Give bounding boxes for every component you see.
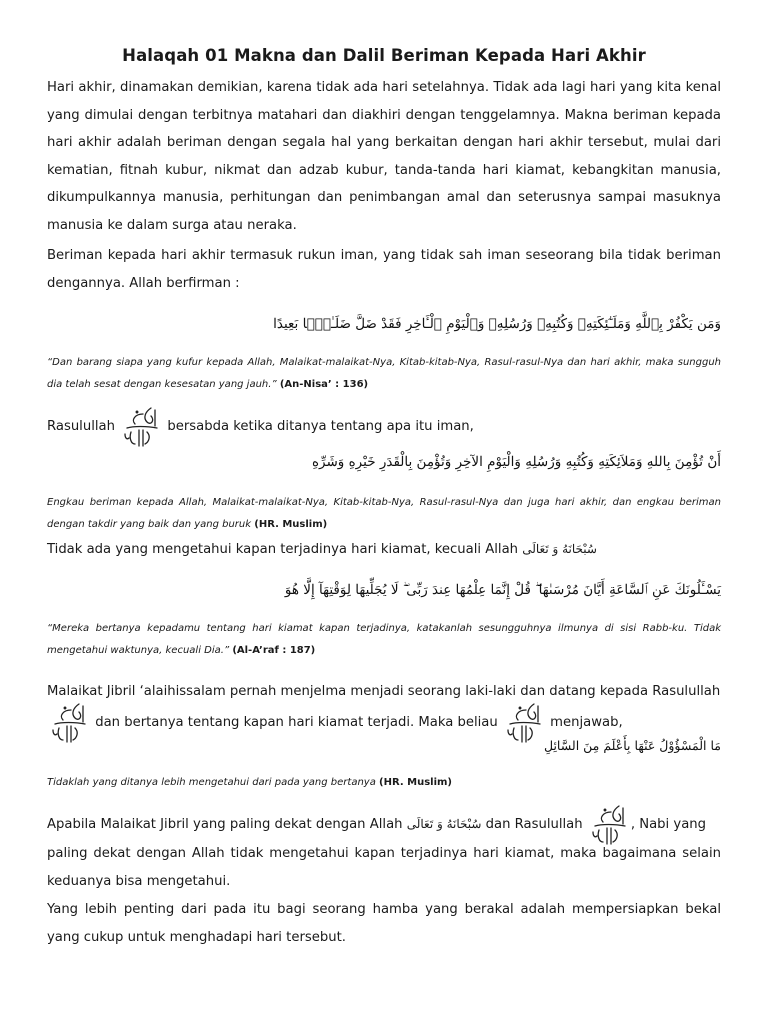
subhanahu-wa-taala: سُبْحَانَهُ وَ تَعَالَى [522,542,597,556]
translation-hadith-jibril-text: Tidaklah yang ditanya lebih mengetahui dari pada yang bertanya [47,777,376,788]
quran-verse-araf: يَسْـَٔلُونَكَ عَنِ ٱلسَّاعَةِ أَيَّانَ مُرْسَىٰهَا ۖ قُلْ إِنَّمَا عِلْمُهَا عِندَ رَبِّى ۖ لَا يُجَلِّيهَا لِوَقْتِهَآ إِلَّا هُوَ [284,582,721,598]
page-title: Halaqah 01 Makna dan Dalil Beriman Kepada Hari Akhir [122,46,646,65]
translation-hadith-jibril [47,772,721,794]
closing-paragraph: Yang lebih penting dari pada itu bagi seorang hamba yang berakal adalah mempersiapkan bekal yang cukup untuk menghadapi hari tersebut. [47,902,721,945]
reference-araf: (Al-A’raf : 187) [232,645,316,656]
kiamat-paragraph [47,536,721,564]
menjawab-text: menjawab, [550,715,623,730]
translation-araf [47,618,721,662]
jibril-paragraph: Malaikat Jibril ‘alaihissalam pernah menjelma menjadi seorang laki-laki dan datang kepada Rasulullah [47,684,721,699]
reference-muslim-1: (HR. Muslim) [254,519,328,530]
reference-muslim-2: (HR. Muslim) [379,777,453,788]
rasulullah-label: Rasulullah [47,419,115,434]
conclusion-text-a: Apabila Malaikat Jibril yang paling dekat dengan Allah [47,817,403,832]
salawat-calligraphy-icon [121,404,161,448]
kiamat-text: Tidak ada yang mengetahui kapan terjadinya hari kiamat, kecuali Allah [47,542,519,557]
conclusion-paragraph: paling dekat dengan Allah tidak mengetahui kapan terjadinya hari kiamat, maka bagaimana selain keduanya bisa mengetahui. [47,846,721,889]
conclusion-text-c: , Nabi yang [630,817,706,832]
translation-araf-text: “Mereka bertanya kepadamu tentang hari kiamat kapan terjadinya, katakanlah sesungguhnya ilmunya di sisi Rabb-ku. Tidak mengetahui waktunya, kecuali Dia.” [47,623,721,656]
intro-paragraph: Hari akhir, dinamakan demikian, karena tidak ada hari setelahnya. Tidak ada lagi hari yang kita kenal yang dimulai dengan terbitnya matahari dan diakhiri dengan tenggelamnya. Makna beriman kepada hari akhir adalah beriman dengan segala hal yang berkaitan dengan hari akhir tersebut, mulai dari kematian, fitnah kubur, nikmat dan adzab kubur, tanda-tanda hari kiamat, kebangkitan manusia, dikumpulkannya manusia, perhitungan dan penimbangan amal dan seterusnya sampai masuknya manusia ke dalam surga atau neraka. [47,80,721,233]
hadith-jibril: مَا الْمَسْؤُوْلُ عَنْهَا بِأَعْلَمَ مِنَ السَّائِلِ [543,738,721,753]
conclusion-text-b: dan Rasulullah [485,817,583,832]
quran-verse-nisa: وَمَن يَكْفُرْ بِٱللَّهِ وَمَلَـٰٓئِكَتِهِۦ وَكُتُبِهِۦ وَرُسُلِهِۦ وَٱلْيَوْمِ ٱلْـَٔاخِرِ فَقَدْ ضَلَّ ضَلَـٰلًۢا بَعِيدًا [273,316,721,332]
hadith-iman: أَنْ تُؤْمِنَ بِاللهِ وَمَلاَئِكَتِهِ وَكُتُبِهِ وَرُسُلِهِ وَالْيَوْمِ الآخِرِ وَتُؤْمِنَ بِالْقَدَرِ خَيْرِهِ وَشَرِّهِ [311,454,721,470]
translation-hadith-iman-text: Engkau beriman kepada Allah, Malaikat-malaikat-Nya, Kitab-kitab-Nya, Rasul-rasul-Nya dan juga hari akhir, dan engkau beriman dengan takdir yang baik dan yang buruk [47,497,721,530]
translation-nisa-text: “Dan barang siapa yang kufur kepada Allah, Malaikat-malaikat-Nya, Kitab-kitab-Nya, Rasul-rasul-Nya dan hari akhir, maka sungguh dia telah sesat dengan kesesatan yang jauh.” [47,357,721,390]
rasulullah-text: bersabda ketika ditanya tentang apa itu iman, [167,419,474,434]
translation-hadith-iman [47,492,721,536]
jibril-question-text: dan bertanya tentang kapan hari kiamat terjadi. Maka beliau [95,715,498,730]
iman-paragraph: Beriman kepada hari akhir termasuk rukun iman, yang tidak sah iman seseorang bila tidak beriman dengannya. Allah berfirman : [47,248,721,291]
translation-nisa [47,352,721,396]
rasulullah-paragraph [47,404,721,449]
subhanahu-wa-taala: سُبْحَانَهُ وَ تَعَالَى [406,817,482,831]
reference-nisa: (An-Nisa’ : 136) [279,379,369,390]
